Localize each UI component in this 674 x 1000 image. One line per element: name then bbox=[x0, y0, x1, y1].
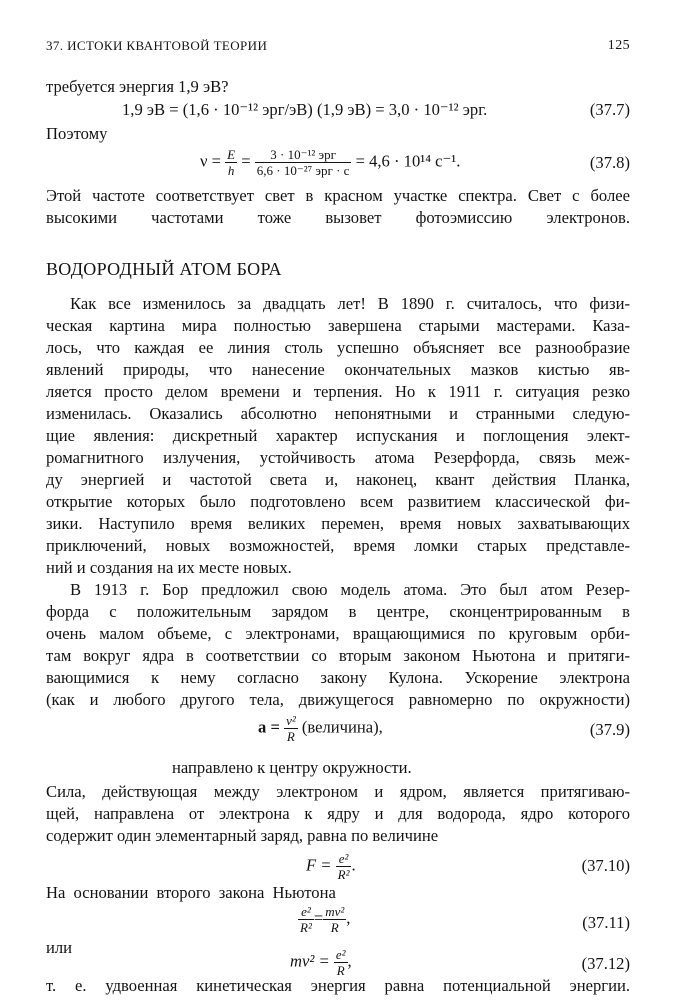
fraction-denominator: R² bbox=[337, 867, 350, 882]
equation-37-11 bbox=[298, 904, 350, 935]
therefore-line: Поэтому bbox=[46, 124, 108, 143]
direction-note: направлено к центру окружности. bbox=[172, 758, 412, 777]
paragraph-line: изменилась. Оказались абсолютно непонятными и странными следую- bbox=[46, 404, 630, 423]
equation-37-7: 1,9 эВ = (1,6 · 10⁻¹² эрг/эВ) (1,9 эВ) = 3,0 · 10⁻¹² эрг. bbox=[122, 100, 488, 119]
paragraph-line: ляется просто делом времени и терпения. Но к 1911 г. ситуация резко bbox=[46, 382, 630, 401]
paragraph-line: высокими частотами тоже вызовет фотоэмиссию электронов. bbox=[46, 208, 630, 227]
equation-37-8 bbox=[200, 147, 460, 178]
eq-37-8-equals: = bbox=[241, 151, 251, 171]
paragraph-line: щей, направлена от электрона к ядру и для водорода, ядро которого bbox=[46, 804, 630, 823]
section-heading: ВОДОРОДНЫЙ АТОМ БОРА bbox=[46, 259, 282, 279]
paragraph-line: содержит один элементарный заряд, равна по величине bbox=[46, 826, 439, 845]
intro-line: требуется энергия 1,9 эВ? bbox=[46, 77, 229, 96]
eq-37-8-lhs: ν = bbox=[200, 151, 222, 171]
final-line: т. е. удвоенная кинетическая энергия равна потенциальной энергии. bbox=[46, 976, 630, 995]
eq-37-11-equals: = bbox=[313, 908, 324, 928]
paragraph-line: приключений, новых возможностей, время ломки старых представле- bbox=[46, 536, 630, 555]
paragraph-line: щие явления: дискретный характер испускания и поглощения элект- bbox=[46, 426, 630, 445]
fraction-denominator: h bbox=[225, 162, 237, 178]
page-number: 125 bbox=[607, 38, 630, 53]
eq-37-10-period: . bbox=[351, 855, 356, 875]
paragraph-line: форда с положительным зарядом в центре, сконцентрированным в bbox=[46, 602, 630, 621]
or-line: или bbox=[46, 938, 73, 957]
eq-37-9-fraction bbox=[284, 713, 298, 744]
equation-37-12 bbox=[290, 947, 352, 978]
paragraph-line: (как и любого другого тела, движущегося равномерно по окружности) bbox=[46, 690, 630, 709]
equation-37-9 bbox=[258, 713, 383, 744]
equation-number-37-9: (37.9) bbox=[589, 720, 630, 739]
eq-37-8-result: = 4,6 · 10¹⁴ с⁻¹. bbox=[355, 151, 461, 171]
fraction-denominator: R² bbox=[300, 920, 312, 935]
eq-37-10-lhs: F = bbox=[306, 855, 332, 875]
paragraph-line: Этой частоте соответствует свет в красном участке спектра. Свет с более bbox=[46, 186, 630, 205]
paragraph-line: ду энергией и частотой света и, наконец, квант действия Планка, bbox=[46, 470, 630, 489]
eq-37-11-fraction-left bbox=[298, 904, 314, 935]
paragraph-line: вающимися к нему согласно закону Кулона. Ускорение электрона bbox=[46, 668, 630, 687]
fraction-denominator: R bbox=[334, 962, 348, 978]
eq-37-12-comma: , bbox=[347, 951, 352, 971]
paragraph-line: зики. Наступило время великих перемен, время новых захватывающих bbox=[46, 514, 630, 533]
eq-37-9-lhs: a = bbox=[258, 717, 280, 737]
eq-37-8-fraction-values bbox=[255, 147, 352, 178]
equation-number-37-7: (37.7) bbox=[589, 100, 630, 119]
equation-37-10 bbox=[306, 851, 356, 882]
equation-number-37-10: (37.10) bbox=[581, 856, 630, 875]
equation-number-37-12: (37.12) bbox=[581, 954, 630, 973]
newton-line: На основании второго закона Ньютона bbox=[46, 883, 336, 902]
eq-37-11-fraction-right bbox=[323, 904, 346, 935]
paragraph-line: Как все изменилось за двадцать лет! В 1890 г. считалось, что физи- bbox=[70, 294, 630, 313]
fraction-denominator: R bbox=[284, 728, 298, 744]
paragraph-line: там вокруг ядра в соответствии со вторым законом Ньютона и притяги- bbox=[46, 646, 630, 665]
paragraph-line: явлений природы, что нанесение окончательных мазков кистью яв- bbox=[46, 360, 630, 379]
equation-number-37-8: (37.8) bbox=[589, 153, 630, 172]
fraction-numerator: v² bbox=[286, 713, 296, 728]
eq-37-12-fraction bbox=[334, 947, 348, 978]
running-head bbox=[46, 38, 630, 58]
fraction-denominator: R bbox=[323, 919, 346, 935]
fraction-numerator: e² bbox=[301, 904, 311, 919]
eq-37-11-comma: , bbox=[346, 908, 351, 928]
paragraph-line: Сила, действующая между электроном и ядром, является притягиваю- bbox=[46, 782, 630, 801]
fraction-numerator: mv² bbox=[325, 904, 345, 919]
paragraph-line: лось, что каждая ее линия столь успешно объясняет все разнообразие bbox=[46, 338, 630, 357]
paragraph-line: ческая картина мира полностью завершена старыми мастерами. Каза- bbox=[46, 316, 630, 335]
eq-37-8-fraction-e-over-h bbox=[225, 147, 237, 178]
eq-37-12-lhs: mv² = bbox=[290, 951, 330, 971]
eq-37-9-rhs: (величина), bbox=[301, 717, 383, 737]
paragraph-line: ромагнитного излучения, устойчивость атома Резерфорда, связь меж- bbox=[46, 448, 630, 467]
eq-37-10-fraction bbox=[336, 851, 352, 882]
fraction-numerator: e² bbox=[335, 947, 346, 962]
equation-number-37-11: (37.11) bbox=[582, 913, 630, 932]
paragraph-line: открытие которых было подготовлено всем развитием классической фи- bbox=[46, 492, 630, 511]
paragraph-line: очень малом объеме, с электронами, вращающимися по круговым орби- bbox=[46, 624, 630, 643]
fraction-numerator: e² bbox=[338, 851, 349, 866]
paragraph-line: ний и создания на их месте новых. bbox=[46, 558, 292, 577]
fraction-denominator: 6,6 · 10⁻²⁷ эрг · с bbox=[256, 163, 350, 178]
fraction-numerator: 3 · 10⁻¹² эрг bbox=[270, 147, 336, 162]
chapter-title: 37. ИСТОКИ КВАНТОВОЙ ТЕОРИИ bbox=[46, 38, 268, 53]
paragraph-line: В 1913 г. Бор предложил свою модель атома. Это был атом Резер- bbox=[70, 580, 630, 599]
fraction-numerator: E bbox=[227, 147, 236, 162]
